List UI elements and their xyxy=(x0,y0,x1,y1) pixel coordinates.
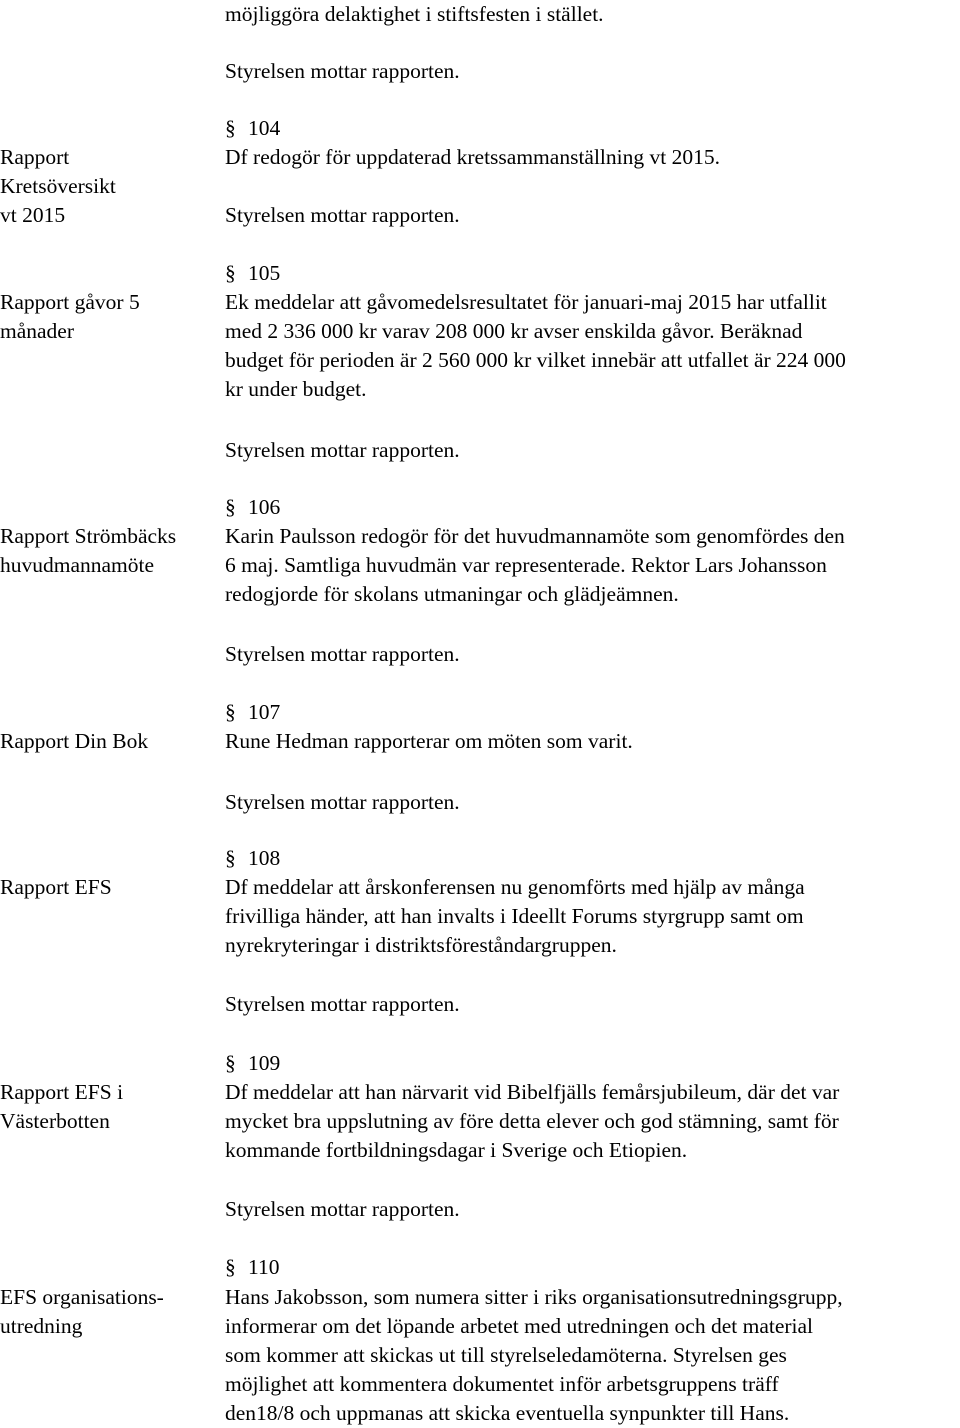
paragraph-number-107: § 107 xyxy=(225,698,280,727)
section-sign: § xyxy=(225,846,236,870)
side-label-104: Rapport Kretsöversikt vt 2015 xyxy=(0,145,116,227)
resolution-text: Styrelsen mottar rapporten. xyxy=(225,438,460,462)
paragraph-body-104: Df redogör för uppdaterad kretssammanställning vt 2015. xyxy=(225,145,720,169)
section-sign: § xyxy=(225,495,236,519)
paragraph-body-110: Hans Jakobsson, som numera sitter i riks organisationsutredningsgrupp, informerar om det löpande arbetet med utredningen och det material som kommer att skickas ut till styrelseledamöterna. Styrelsen ges möjlighet att kommentera dokumentet inför arbetsgruppens träff den18/8 och uppmanas att skicka eventuella synpunkter till Hans. xyxy=(225,1285,843,1425)
paragraph-body-106: Karin Paulsson redogör för det huvudmannamöte som genomfördes den 6 maj. Samtliga huvudmän var representerade. Rektor Lars Johansson redogjorde för skolans utmaningar och glädjeämnen. xyxy=(225,524,845,606)
side-label-106: Rapport Strömbäcks huvudmannamöte xyxy=(0,524,177,577)
paragraph-body-107: Rune Hedman rapporterar om möten som varit. xyxy=(225,729,633,753)
paragraph-body-105: Ek meddelar att gåvomedelsresultatet för januari-maj 2015 har utfallit med 2 336 000 kr varav 208 000 kr avser enskilda gåvor. Beräknad budget för perioden är 2 560 000 kr vilket innebär att utfallet är 224 000 kr under budget. xyxy=(225,290,846,401)
paragraph-number-106: § 106 xyxy=(225,493,280,522)
side-label-107: Rapport Din Bok xyxy=(0,729,149,753)
resolution-text: Styrelsen mottar rapporten. xyxy=(225,59,460,83)
side-label-109: Rapport EFS i Västerbotten xyxy=(0,1080,124,1133)
section-sign: § xyxy=(225,1051,236,1075)
resolution-text: Styrelsen mottar rapporten. xyxy=(225,203,460,227)
resolution-text: Styrelsen mottar rapporten. xyxy=(225,992,460,1016)
section-sign: § xyxy=(225,116,236,140)
resolution-text: Styrelsen mottar rapporten. xyxy=(225,642,460,666)
side-label-110: EFS organisations- utredning xyxy=(0,1285,164,1338)
paragraph-body-109: Df meddelar att han närvarit vid Bibelfjälls femårsjubileum, där det var mycket bra uppslutning av före detta elever och god stämning, samt för kommande fortbildningsdagar i Sverige och Etiopien. xyxy=(225,1080,840,1162)
paragraph-body-108: Df meddelar att årskonferensen nu genomförts med hjälp av många frivilliga händer, att han invalts i Ideellt Forums styrgrupp samt om nyrekryteringar i distriktsföreståndargruppen. xyxy=(225,875,805,957)
paragraph-number-110: § 110 xyxy=(225,1253,279,1282)
section-sign: § xyxy=(225,1255,236,1279)
resolution-text: Styrelsen mottar rapporten. xyxy=(225,1197,460,1221)
side-label-108: Rapport EFS xyxy=(0,875,112,899)
section-sign: § xyxy=(225,261,236,285)
side-label-105: Rapport gåvor 5 månader xyxy=(0,290,140,343)
paragraph-number-105: § 105 xyxy=(225,259,280,288)
section-sign: § xyxy=(225,700,236,724)
resolution-text: Styrelsen mottar rapporten. xyxy=(225,790,460,814)
paragraph-number-109: § 109 xyxy=(225,1049,280,1078)
continued-text: möjliggöra delaktighet i stiftsfesten i stället. xyxy=(225,2,604,26)
paragraph-number-108: § 108 xyxy=(225,844,280,873)
paragraph-number-104: § 104 xyxy=(225,114,280,143)
